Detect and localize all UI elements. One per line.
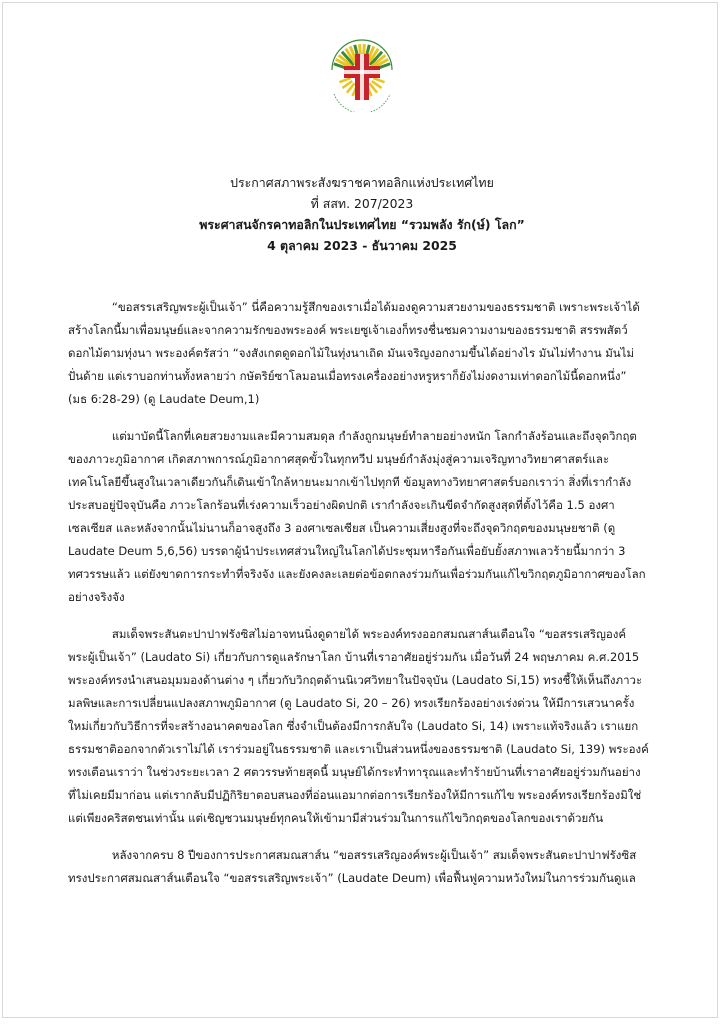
paragraph-line: หลังจากครบ 8 ปีของการประกาศสมณสาส์น “ขอสรรเสริญองค์พระผู้เป็นเจ้า” สมเด็จพระสันตะปาปาฟรังซิส (68, 848, 637, 862)
paragraph-line: เซลเซียส และหลังจากนั้นไม่นานก็อาจสูงถึง 3 องศาเซลเซียส เป็นความเสี่ยงสูงที่จะถึงจุดวิกฤตของมนุษยชาติ (ดู (68, 521, 616, 535)
paragraph-line: ดอกไม้ตามทุ่งนา พระองค์ตรัสว่า “จงสังเกตดูดอกไม้ในทุ่งนาเถิด มันเจริญงอกงามขึ้นได้อย่างไร มันไม่ทำงาน มันไม่ (68, 346, 635, 360)
document-title: พระศาสนจักรคาทอลิกในประเทศไทย “รวมพลัง รัก(ษ์) โลก” (199, 217, 525, 232)
document-header (0, 172, 724, 256)
logo-ray (339, 78, 350, 82)
paragraph-line: “ขอสรรเสริญพระผู้เป็นเจ้า” นี่คือความรู้สึกของเราเมื่อได้มองดูความสวยงามของธรรมชาติ เพราะพระเจ้าได้ (68, 300, 640, 314)
paragraph-line: มลพิษและการเปลี่ยนแปลงสภาพภูมิอากาศ (ดู Laudato Si, 20 – 26) ทรงเรียกร้องอย่างเร่งด่วน ให้มีการเสวนาครั้ง (68, 696, 635, 710)
logo-ray (373, 78, 384, 82)
paragraph-line: ประสบอยู่ปัจจุบันคือ ภาวะโลกร้อนที่เร่งความเร็วอย่างผิดปกติ เรากำลังจะเกินขีดจำกัดสูงสุดที่ตั้งไว้คือ 1.5 องศา (68, 498, 615, 512)
paragraph-line: สมเด็จพระสันตะปาปาฟรังซิสไม่อาจทนนิ่งดูดายได้ พระองค์ทรงออกสมณสาส์นเตือนใจ “ขอสรรเสริญองค์ (68, 627, 627, 641)
paragraph-line: (มธ 6:28-29) (ดู Laudate Deum,1) (68, 392, 260, 406)
paragraph-line: พระผู้เป็นเจ้า” (Laudato Si) เกี่ยวกับการดูแลรักษาโลก บ้านที่เราอาศัยอยู่ร่วมกัน เมื่อวันที่ 24 พฤษภาคม ค.ศ.2015 (68, 650, 640, 664)
paragraph-line: เทคโนโลยีขึ้นสูงในเวลาเดียวกันก็เดินเข้าใกล้หายนะมากเข้าไปทุกที ข้อมูลทางวิทยาศาสตร์บอกเราว่า สิ่งที่เรากำลัง (68, 475, 632, 489)
header-reference-number: ที่ สสท. 207/2023 (310, 196, 414, 211)
paragraph (68, 296, 672, 411)
paragraph-line: ธรรมชาติออกจากตัวเราไม่ได้ เราร่วมอยู่ในธรรมชาติ และเราเป็นส่วนหนึ่งของธรรมชาติ (Laudato Si, 139) พระองค์ (68, 742, 649, 756)
paragraph (68, 425, 672, 609)
paragraph-line: ปั่นด้าย แต่เราบอกท่านทั้งหลายว่า กษัตริย์ซาโลมอนเมื่อทรงเครื่องอย่างหรูหราก็ยังไม่งดงามเท่าดอกไม้นี้ดอกหนึ่ง” (68, 369, 627, 383)
paragraph-line: อย่างจริงจัง (68, 590, 125, 604)
paragraph-line: แต่เพียงคริสตชนเท่านั้น แต่เชิญชวนมนุษย์ทุกคนให้เข้ามามีส่วนร่วมในการแก้ไขวิกฤตของโลกของเราด้วยกัน (68, 811, 604, 825)
paragraph-line: ทศวรรษแล้ว แต่ยังขาดการกระทำที่จริงจัง และยังคงละเลยต่อข้อตกลงร่วมกันเพื่อร่วมกันแก้ไขวิกฤตภูมิอากาศของโลก (68, 567, 646, 581)
document-body (68, 296, 672, 904)
paragraph-line: ทรงประกาศสมณสาส์นเตือนใจ “ขอสรรเสริญพระเจ้า” (Laudate Deum) เพื่อฟื้นฟูความหวังใหม่ในการร่วมกันดูแล (68, 871, 636, 885)
paragraph-line: ใหม่เกี่ยวกับวิธีการที่จะสร้างอนาคตของโลก ซึ่งจำเป็นต้องมีการกลับใจ (Laudato Si, 14) เพราะแท้จริงแล้ว เราแยก (68, 719, 639, 733)
logo-emblem (322, 32, 402, 112)
paragraph-line: ที่ไม่เคยมีมาก่อน แต่เรากลับมีปฏิกิริยาตอบสนองที่อ่อนแอมากต่อการเรียกร้องให้มีการแก้ไข พระองค์ทรงเรียกร้องมิใช่ (68, 788, 642, 802)
paragraph-line: พระองค์ทรงนำเสนอมุมมองด้านต่าง ๆ เกี่ยวกับวิกฤตด้านนิเวศวิทยาในปัจจุบัน (Laudato Si,15) ทรงชี้ให้เห็นถึงภาวะ (68, 673, 643, 687)
document-date-range: 4 ตุลาคม 2023 - ธันวาคม 2025 (267, 238, 457, 253)
paragraph (68, 844, 672, 890)
paragraph-line: Laudate Deum 5,6,56) บรรดาผู้นำประเทศส่วนใหญ่ในโลกได้ประชุมหารือกันเพื่อยับยั้งสภาพเลวร้ายนี้มากว่า 3 (68, 544, 626, 558)
paragraph-line: ของภาวะภูมิอากาศ เกิดสภาพการณ์ภูมิอากาศสุดขั้วในทุกทวีป มนุษย์กำลังมุ่งสู่ความเจริญทางวิทยาศาสตร์และ (68, 452, 610, 466)
paragraph (68, 623, 672, 830)
paragraph-line: ทรงเตือนเราว่า ในช่วงระยะเวลา 2 ศตวรรษท้ายสุดนี้ มนุษย์ได้กระทำทารุณและทำร้ายบ้านที่เราอาศัยอยู่ร่วมกันอย่าง (68, 765, 641, 779)
cbct-logo (322, 32, 402, 112)
paragraph-line: สร้างโลกนี้มาเพื่อมนุษย์และจากความรักของพระองค์ พระเยซูเจ้าเองก็ทรงชื่นชมความงามของธรรมชาติ สรรพสัตว์ (68, 323, 628, 337)
paragraph-line: แต่มาบัดนี้โลกที่เคยสวยงามและมีความสมดุล กำลังถูกมนุษย์ทำลายอย่างหนัก โลกกำลังร้อนและถึงจุดวิกฤต (68, 429, 637, 443)
header-issuer: ประกาศสภาพระสังฆราชคาทอลิกแห่งประเทศไทย (230, 175, 494, 190)
